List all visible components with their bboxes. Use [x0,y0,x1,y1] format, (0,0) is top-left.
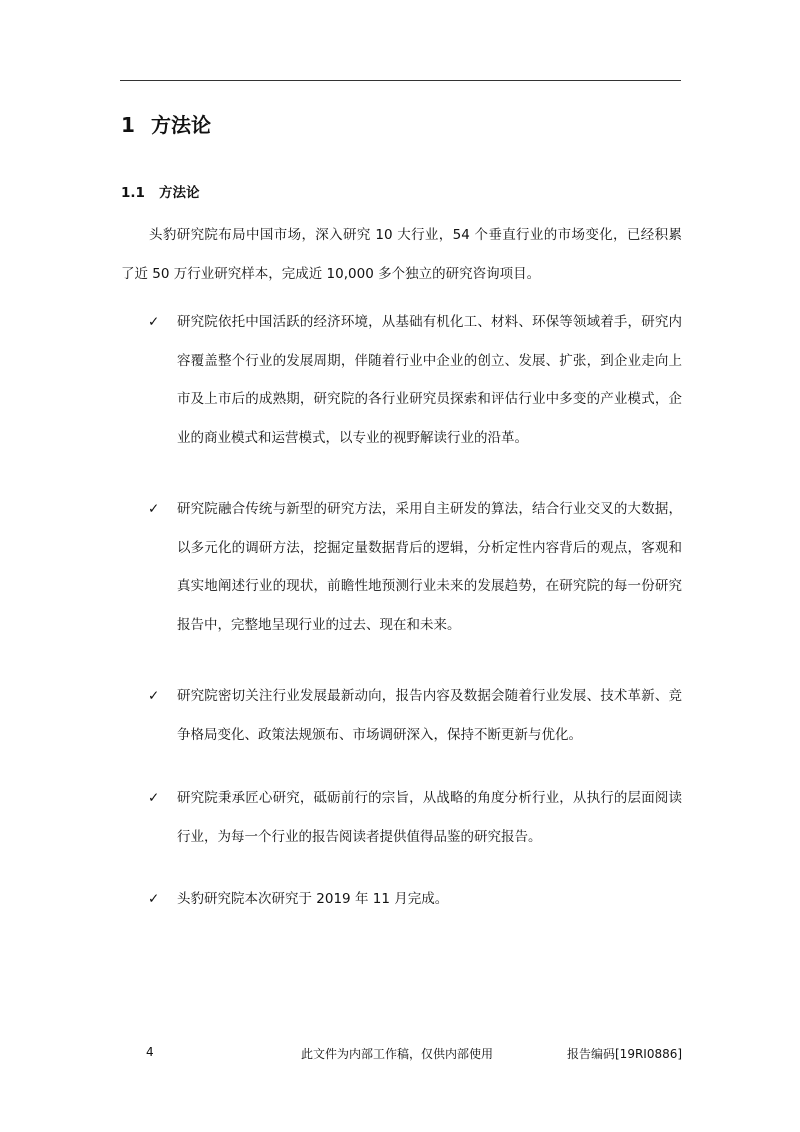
checkmark-icon: ✓ [148,501,160,517]
subsection-heading [121,181,200,201]
bullet-item [121,303,682,457]
checkmark-icon: ✓ [148,314,160,330]
bullet-item [121,490,682,644]
bullet-text: 研究院秉承匠心研究，砥砺前行的宗旨，从战略的角度分析行业，从执行的层面阅读行业，为每一个行业的报告阅读者提供值得品鉴的研究报告。 [177,790,682,845]
bullet-text: 头豹研究院本次研究于 2019 年 11 月完成。 [177,891,449,907]
bullet-item [121,677,682,754]
page-number: 4 [146,1045,154,1059]
section-title: 方法论 [151,113,211,137]
section-number: 1 [121,113,135,137]
bullet-text: 研究院依托中国活跃的经济环境，从基础有机化工、材料、环保等领域着手，研究内容覆盖整个行业的发展周期，伴随着行业中企业的创立、发展、扩张，到企业走向上市及上市后的成熟期，研究院的各行业研究员探索和评估行业中多变的产业模式，企业的商业模式和运营模式，以专业的视野解读行业的沿革。 [177,314,682,446]
bullet-item [121,779,682,856]
report-code: 报告编码[19RI0886] [567,1047,683,1061]
bullet-item [121,880,682,919]
intro-paragraph: 头豹研究院布局中国市场，深入研究 10 大行业，54 个垂直行业的市场变化，已经积累了近 50 万行业研究样本，完成近 10,000 多个独立的研究咨询项目。 [121,227,682,282]
bullet-text: 研究院融合传统与新型的研究方法，采用自主研发的算法，结合行业交叉的大数据，以多元化的调研方法，挖掘定量数据背后的逻辑，分析定性内容背后的观点，客观和真实地阐述行业的现状，前瞻性地预测行业未来的发展趋势，在研究院的每一份研究报告中，完整地呈现行业的过去、现在和未来。 [177,501,682,633]
subsection-title: 方法论 [159,185,200,201]
section-heading [121,109,211,138]
checkmark-icon: ✓ [148,891,160,907]
subsection-number: 1.1 [121,185,145,201]
bullet-text: 研究院密切关注行业发展最新动向，报告内容及数据会随着行业发展、技术革新、竞争格局变化、政策法规颁布、市场调研深入，保持不断更新与优化。 [177,688,682,743]
header-rule [120,80,681,81]
checkmark-icon: ✓ [148,790,160,806]
confidentiality-notice: 此文件为内部工作稿，仅供内部使用 [301,1047,494,1061]
checkmark-icon: ✓ [148,688,160,704]
